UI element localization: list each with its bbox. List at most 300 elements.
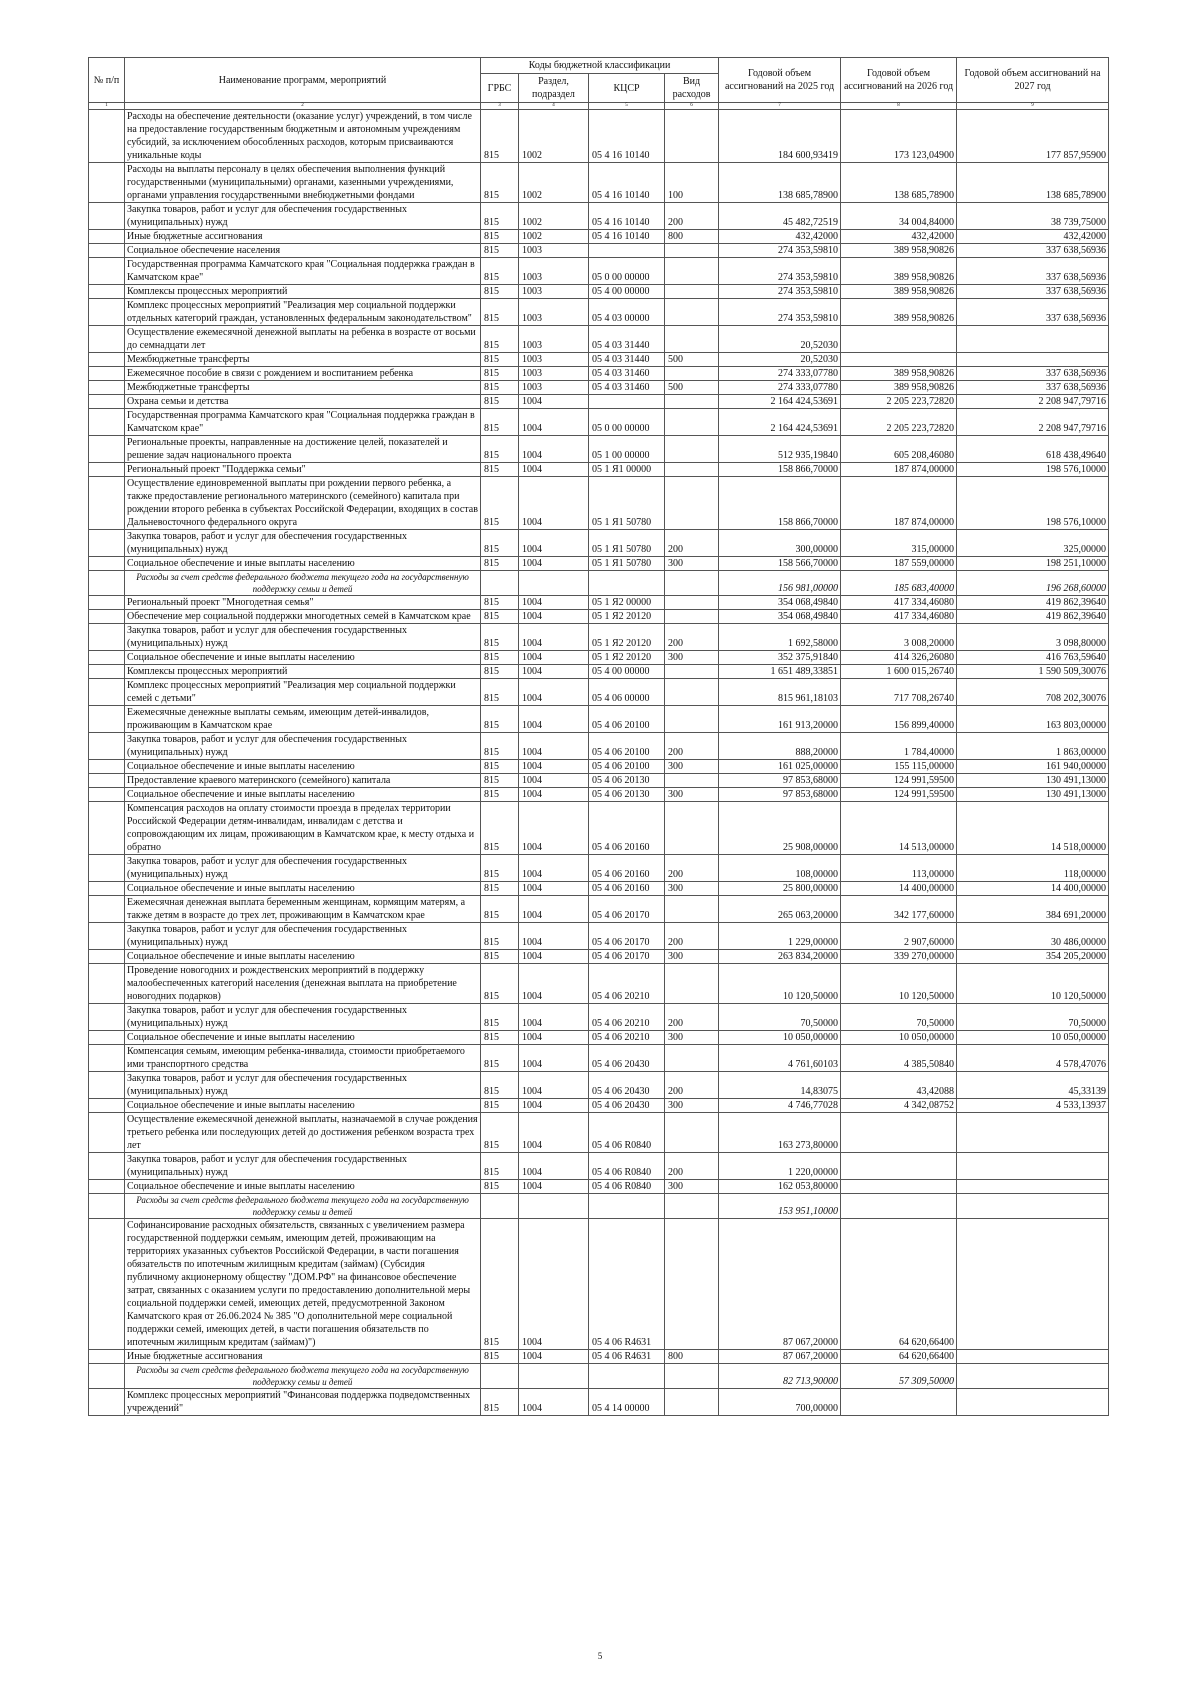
cell-razdel: 1004 (519, 1099, 589, 1113)
cell-2025: 432,42000 (719, 230, 841, 244)
cell-num (89, 964, 125, 1004)
cell-2025: 25 800,00000 (719, 882, 841, 896)
cell-2026: 4 385,50840 (841, 1045, 957, 1072)
cell-2027 (957, 1350, 1109, 1364)
cell-kcsr (589, 244, 665, 258)
cell-kcsr: 05 4 06 20130 (589, 788, 665, 802)
cell-razdel: 1004 (519, 596, 589, 610)
cell-vid: 300 (665, 788, 719, 802)
cell-kcsr: 05 4 06 R0840 (589, 1180, 665, 1194)
cell-kcsr: 05 4 03 31440 (589, 326, 665, 353)
table-row (89, 923, 1109, 950)
cell-2027: 416 763,59640 (957, 651, 1109, 665)
cell-name: Социальное обеспечение и иные выплаты населению (125, 788, 481, 802)
header-vid: Вид расходов (665, 74, 719, 103)
cell-2025: 2 164 424,53691 (719, 395, 841, 409)
cell-grbs: 815 (481, 882, 519, 896)
cell-grbs: 815 (481, 285, 519, 299)
cell-vid (665, 477, 719, 530)
table-row (89, 353, 1109, 367)
cell-razdel: 1004 (519, 760, 589, 774)
cell-grbs: 815 (481, 436, 519, 463)
cell-2026: 14 400,00000 (841, 882, 957, 896)
cell-2025: 163 273,80000 (719, 1113, 841, 1153)
cell-num (89, 244, 125, 258)
cell-grbs: 815 (481, 110, 519, 163)
table-row (89, 774, 1109, 788)
cell-vid (665, 436, 719, 463)
cell-2026: 155 115,00000 (841, 760, 957, 774)
cell-kcsr: 05 4 06 20100 (589, 706, 665, 733)
cell-2025: 274 333,07780 (719, 381, 841, 395)
cell-num (89, 923, 125, 950)
header-grbs: ГРБС (481, 74, 519, 103)
cell-vid: 300 (665, 950, 719, 964)
cell-grbs: 815 (481, 679, 519, 706)
table-row (89, 463, 1109, 477)
header-razdel: Раздел, подраздел (519, 74, 589, 103)
cell-num (89, 1004, 125, 1031)
cell-2027 (957, 326, 1109, 353)
cell-razdel (519, 1194, 589, 1219)
table-row (89, 230, 1109, 244)
cell-kcsr (589, 395, 665, 409)
cell-name: Социальное обеспечение населения (125, 244, 481, 258)
note-row (89, 1364, 1109, 1389)
column-number: 9 (957, 103, 1109, 110)
cell-num (89, 299, 125, 326)
cell-kcsr: 05 4 06 20130 (589, 774, 665, 788)
cell-2027 (957, 1389, 1109, 1416)
cell-num (89, 463, 125, 477)
cell-2026: 389 958,90826 (841, 367, 957, 381)
cell-name: Социальное обеспечение и иные выплаты населению (125, 950, 481, 964)
cell-grbs: 815 (481, 760, 519, 774)
column-number: 6 (665, 103, 719, 110)
cell-2025: 274 353,59810 (719, 285, 841, 299)
cell-vid (665, 367, 719, 381)
cell-2027: 14 400,00000 (957, 882, 1109, 896)
cell-razdel (519, 571, 589, 596)
cell-razdel: 1004 (519, 788, 589, 802)
cell-name: Закупка товаров, работ и услуг для обеспечения государственных (муниципальных) нужд (125, 855, 481, 882)
cell-name: Ежемесячная денежная выплата беременным женщинам, кормящим матерям, а также детям в возрасте до трех лет, проживающим в Камчатском крае (125, 896, 481, 923)
cell-razdel: 1003 (519, 326, 589, 353)
cell-2026: 389 958,90826 (841, 285, 957, 299)
cell-name: Обеспечение мер социальной поддержки многодетных семей в Камчатском крае (125, 610, 481, 624)
cell-kcsr: 05 1 Я2 20120 (589, 651, 665, 665)
cell-kcsr: 05 4 06 20170 (589, 923, 665, 950)
cell-2027: 45,33139 (957, 1072, 1109, 1099)
cell-num (89, 665, 125, 679)
cell-grbs: 815 (481, 557, 519, 571)
cell-2025: 274 353,59810 (719, 258, 841, 285)
cell-grbs: 815 (481, 530, 519, 557)
column-number: 1 (89, 103, 125, 110)
cell-grbs: 815 (481, 950, 519, 964)
cell-razdel: 1004 (519, 882, 589, 896)
cell-razdel: 1003 (519, 285, 589, 299)
cell-2027: 3 098,80000 (957, 624, 1109, 651)
cell-vid: 300 (665, 1180, 719, 1194)
cell-2027: 337 638,56936 (957, 367, 1109, 381)
cell-num (89, 1180, 125, 1194)
cell-razdel: 1003 (519, 244, 589, 258)
cell-2027: 1 590 509,30076 (957, 665, 1109, 679)
cell-num (89, 624, 125, 651)
cell-vid (665, 1364, 719, 1389)
table-row (89, 395, 1109, 409)
cell-2025: 153 951,10000 (719, 1194, 841, 1219)
cell-grbs: 815 (481, 896, 519, 923)
cell-vid (665, 285, 719, 299)
cell-name: Компенсация семьям, имеющим ребенка-инвалида, стоимости приобретаемого ими транспортного средства (125, 1045, 481, 1072)
cell-razdel: 1004 (519, 1072, 589, 1099)
cell-vid: 300 (665, 557, 719, 571)
cell-2027: 325,00000 (957, 530, 1109, 557)
cell-grbs: 815 (481, 477, 519, 530)
cell-2026: 342 177,60000 (841, 896, 957, 923)
cell-2025: 156 981,00000 (719, 571, 841, 596)
cell-2027 (957, 1219, 1109, 1350)
cell-2025: 158 566,70000 (719, 557, 841, 571)
cell-grbs: 815 (481, 651, 519, 665)
cell-2027: 161 940,00000 (957, 760, 1109, 774)
cell-2027: 337 638,56936 (957, 244, 1109, 258)
cell-razdel: 1002 (519, 163, 589, 203)
cell-2025: 97 853,68000 (719, 788, 841, 802)
table-row (89, 203, 1109, 230)
cell-num (89, 1031, 125, 1045)
cell-name: Социальное обеспечение и иные выплаты населению (125, 1180, 481, 1194)
cell-razdel: 1004 (519, 1004, 589, 1031)
cell-kcsr: 05 4 06 00000 (589, 679, 665, 706)
cell-name: Охрана семьи и детства (125, 395, 481, 409)
cell-2025: 888,20000 (719, 733, 841, 760)
cell-name: Межбюджетные трансферты (125, 353, 481, 367)
table-row (89, 326, 1109, 353)
cell-grbs: 815 (481, 1031, 519, 1045)
header-codes-group: Коды бюджетной классификации (481, 58, 719, 74)
cell-razdel: 1004 (519, 896, 589, 923)
cell-2026: 417 334,46080 (841, 610, 957, 624)
cell-2026: 138 685,78900 (841, 163, 957, 203)
cell-razdel: 1004 (519, 463, 589, 477)
cell-name: Государственная программа Камчатского края "Социальная поддержка граждан в Камчатском крае" (125, 409, 481, 436)
cell-num (89, 1350, 125, 1364)
cell-vid (665, 596, 719, 610)
cell-vid: 800 (665, 1350, 719, 1364)
cell-2027: 4 533,13937 (957, 1099, 1109, 1113)
cell-name: Ежемесячные денежные выплаты семьям, имеющим детей-инвалидов, проживающим в Камчатском крае (125, 706, 481, 733)
cell-2025: 10 050,00000 (719, 1031, 841, 1045)
cell-name: Расходы за счет средств федерального бюджета текущего года на государственную поддержку семьи и детей (125, 571, 481, 596)
cell-name: Социальное обеспечение и иные выплаты населению (125, 651, 481, 665)
cell-name: Расходы за счет средств федерального бюджета текущего года на государственную поддержку семьи и детей (125, 1194, 481, 1219)
cell-2025: 815 961,18103 (719, 679, 841, 706)
cell-2025: 87 067,20000 (719, 1219, 841, 1350)
cell-kcsr (589, 1364, 665, 1389)
cell-grbs: 815 (481, 463, 519, 477)
cell-2027: 130 491,13000 (957, 788, 1109, 802)
cell-name: Закупка товаров, работ и услуг для обеспечения государственных (муниципальных) нужд (125, 923, 481, 950)
cell-2026: 187 874,00000 (841, 463, 957, 477)
column-number: 4 (519, 103, 589, 110)
cell-num (89, 1194, 125, 1219)
cell-razdel: 1004 (519, 950, 589, 964)
cell-razdel: 1003 (519, 381, 589, 395)
table-row (89, 1389, 1109, 1416)
cell-vid (665, 463, 719, 477)
cell-kcsr: 05 4 06 20160 (589, 802, 665, 855)
cell-num (89, 571, 125, 596)
cell-vid: 300 (665, 1031, 719, 1045)
cell-2026: 2 205 223,72820 (841, 409, 957, 436)
header-2025: Годовой объем ассигнований на 2025 год (719, 58, 841, 103)
cell-2027: 4 578,47076 (957, 1045, 1109, 1072)
header-num: № п/п (89, 58, 125, 103)
cell-razdel: 1003 (519, 299, 589, 326)
cell-2026: 187 874,00000 (841, 477, 957, 530)
cell-2026: 389 958,90826 (841, 381, 957, 395)
cell-vid: 300 (665, 760, 719, 774)
budget-table-sheet (88, 57, 1108, 1416)
cell-vid: 200 (665, 733, 719, 760)
cell-2025: 354 068,49840 (719, 596, 841, 610)
cell-razdel: 1004 (519, 1113, 589, 1153)
cell-razdel: 1003 (519, 258, 589, 285)
cell-2027: 163 803,00000 (957, 706, 1109, 733)
cell-2025: 184 600,93419 (719, 110, 841, 163)
table-row (89, 706, 1109, 733)
cell-num (89, 788, 125, 802)
header-kcsr: КЦСР (589, 74, 665, 103)
cell-2026: 70,50000 (841, 1004, 957, 1031)
cell-vid (665, 964, 719, 1004)
cell-num (89, 1153, 125, 1180)
cell-num (89, 610, 125, 624)
cell-2027: 70,50000 (957, 1004, 1109, 1031)
cell-kcsr: 05 4 03 31460 (589, 381, 665, 395)
table-row (89, 299, 1109, 326)
cell-num (89, 855, 125, 882)
cell-vid: 300 (665, 882, 719, 896)
cell-kcsr: 05 1 Я2 00000 (589, 596, 665, 610)
cell-2027: 708 202,30076 (957, 679, 1109, 706)
note-row (89, 571, 1109, 596)
cell-2026: 315,00000 (841, 530, 957, 557)
cell-razdel: 1004 (519, 802, 589, 855)
cell-name: Закупка товаров, работ и услуг для обеспечения государственных (муниципальных) нужд (125, 530, 481, 557)
cell-grbs: 815 (481, 774, 519, 788)
cell-2025: 274 353,59810 (719, 299, 841, 326)
cell-2025: 4 761,60103 (719, 1045, 841, 1072)
cell-kcsr: 05 1 Я2 20120 (589, 610, 665, 624)
cell-grbs: 815 (481, 353, 519, 367)
cell-2026: 124 991,59500 (841, 774, 957, 788)
cell-num (89, 679, 125, 706)
cell-razdel: 1003 (519, 353, 589, 367)
cell-kcsr: 05 1 Я1 50780 (589, 477, 665, 530)
cell-num (89, 596, 125, 610)
cell-grbs: 815 (481, 964, 519, 1004)
cell-razdel: 1004 (519, 733, 589, 760)
cell-vid (665, 1219, 719, 1350)
cell-2026: 389 958,90826 (841, 258, 957, 285)
cell-num (89, 163, 125, 203)
cell-num (89, 651, 125, 665)
cell-num (89, 1389, 125, 1416)
cell-razdel: 1004 (519, 395, 589, 409)
cell-2026: 417 334,46080 (841, 596, 957, 610)
cell-vid: 200 (665, 1153, 719, 1180)
cell-grbs: 815 (481, 1045, 519, 1072)
cell-2026: 10 120,50000 (841, 964, 957, 1004)
cell-vid (665, 299, 719, 326)
cell-razdel: 1004 (519, 409, 589, 436)
cell-vid: 200 (665, 1072, 719, 1099)
cell-2025: 82 713,90000 (719, 1364, 841, 1389)
table-row (89, 1350, 1109, 1364)
cell-razdel: 1004 (519, 1180, 589, 1194)
table-row (89, 610, 1109, 624)
cell-2027: 354 205,20000 (957, 950, 1109, 964)
cell-2025: 20,52030 (719, 326, 841, 353)
cell-vid (665, 774, 719, 788)
cell-2026: 2 907,60000 (841, 923, 957, 950)
table-row (89, 436, 1109, 463)
table-row (89, 1153, 1109, 1180)
cell-2025: 274 353,59810 (719, 244, 841, 258)
cell-num (89, 774, 125, 788)
cell-num (89, 477, 125, 530)
cell-name: Региональные проекты, направленные на достижение целей, показателей и решение задач национального проекта (125, 436, 481, 463)
cell-name: Социальное обеспечение и иные выплаты населению (125, 1099, 481, 1113)
table-row (89, 1180, 1109, 1194)
page-number: 5 (597, 1651, 603, 1661)
table-row (89, 163, 1109, 203)
cell-2025: 1 651 489,33851 (719, 665, 841, 679)
cell-2027: 198 251,10000 (957, 557, 1109, 571)
cell-num (89, 353, 125, 367)
cell-2025: 158 866,70000 (719, 463, 841, 477)
cell-2027: 38 739,75000 (957, 203, 1109, 230)
cell-2027: 196 268,60000 (957, 571, 1109, 596)
cell-2026 (841, 1389, 957, 1416)
cell-num (89, 285, 125, 299)
cell-2026: 10 050,00000 (841, 1031, 957, 1045)
cell-grbs: 815 (481, 1004, 519, 1031)
cell-vid: 200 (665, 1004, 719, 1031)
cell-2027: 419 862,39640 (957, 596, 1109, 610)
cell-2026: 64 620,66400 (841, 1350, 957, 1364)
cell-num (89, 326, 125, 353)
table-row (89, 110, 1109, 163)
cell-num (89, 436, 125, 463)
cell-grbs: 815 (481, 244, 519, 258)
column-number: 3 (481, 103, 519, 110)
cell-num (89, 258, 125, 285)
table-row (89, 1219, 1109, 1350)
cell-razdel: 1004 (519, 706, 589, 733)
cell-num (89, 110, 125, 163)
cell-num (89, 1099, 125, 1113)
cell-kcsr: 05 4 06 20430 (589, 1072, 665, 1099)
cell-razdel: 1004 (519, 1153, 589, 1180)
cell-2027: 10 120,50000 (957, 964, 1109, 1004)
cell-grbs: 815 (481, 923, 519, 950)
column-number: 5 (589, 103, 665, 110)
cell-vid (665, 1194, 719, 1219)
cell-grbs: 815 (481, 395, 519, 409)
cell-razdel: 1002 (519, 110, 589, 163)
cell-2025: 700,00000 (719, 1389, 841, 1416)
cell-2027: 337 638,56936 (957, 299, 1109, 326)
cell-name: Закупка товаров, работ и услуг для обеспечения государственных (муниципальных) нужд (125, 203, 481, 230)
cell-razdel: 1004 (519, 477, 589, 530)
cell-razdel: 1004 (519, 557, 589, 571)
cell-grbs: 815 (481, 258, 519, 285)
cell-num (89, 395, 125, 409)
cell-razdel: 1004 (519, 624, 589, 651)
cell-grbs: 815 (481, 1099, 519, 1113)
cell-kcsr: 05 4 06 20210 (589, 964, 665, 1004)
cell-name: Социальное обеспечение и иные выплаты населению (125, 1031, 481, 1045)
cell-2027: 419 862,39640 (957, 610, 1109, 624)
cell-name: Межбюджетные трансферты (125, 381, 481, 395)
cell-name: Региональный проект "Многодетная семья" (125, 596, 481, 610)
cell-2027: 30 486,00000 (957, 923, 1109, 950)
cell-2027: 198 576,10000 (957, 477, 1109, 530)
cell-2026: 605 208,46080 (841, 436, 957, 463)
budget-table (88, 57, 1109, 1416)
table-row (89, 665, 1109, 679)
cell-2026 (841, 1113, 957, 1153)
cell-name: Расходы на выплаты персоналу в целях обеспечения выполнения функций государственными (муниципальными) органами, казенными учреждениями, органами управления государственными внебюджетными фондами (125, 163, 481, 203)
cell-2027: 337 638,56936 (957, 285, 1109, 299)
cell-name: Осуществление единовременной выплаты при рождении первого ребенка, а также предоставление регионального материнского (семейного) капитала при рождении второго ребенка в субъектах Российской Федерации, входящих в состав Дальневосточного федерального округа (125, 477, 481, 530)
table-row (89, 557, 1109, 571)
table-body (89, 110, 1109, 1416)
cell-2026: 14 513,00000 (841, 802, 957, 855)
table-row (89, 258, 1109, 285)
cell-grbs: 815 (481, 1113, 519, 1153)
cell-vid (665, 802, 719, 855)
cell-grbs: 815 (481, 381, 519, 395)
cell-2026: 156 899,40000 (841, 706, 957, 733)
cell-name: Государственная программа Камчатского края "Социальная поддержка граждан в Камчатском крае" (125, 258, 481, 285)
table-row (89, 882, 1109, 896)
cell-2026: 414 326,26080 (841, 651, 957, 665)
cell-name: Закупка товаров, работ и услуг для обеспечения государственных (муниципальных) нужд (125, 1072, 481, 1099)
cell-name: Закупка товаров, работ и услуг для обеспечения государственных (муниципальных) нужд (125, 1004, 481, 1031)
table-header (89, 58, 1109, 110)
cell-name: Комплексы процессных мероприятий (125, 285, 481, 299)
cell-name: Региональный проект "Поддержка семьи" (125, 463, 481, 477)
table-row (89, 1031, 1109, 1045)
cell-grbs: 815 (481, 596, 519, 610)
cell-2026: 389 958,90826 (841, 244, 957, 258)
cell-vid: 300 (665, 1099, 719, 1113)
cell-vid (665, 110, 719, 163)
column-number: 8 (841, 103, 957, 110)
table-row (89, 409, 1109, 436)
table-row (89, 760, 1109, 774)
cell-name: Расходы на обеспечение деятельности (оказание услуг) учреждений, в том числе на предоставление государственным бюджетным и автономным учреждениям субсидий, за исключением обособленных расходов, которым присваиваются уникальные коды (125, 110, 481, 163)
cell-kcsr: 05 4 06 20100 (589, 733, 665, 760)
note-row (89, 1194, 1109, 1219)
cell-kcsr: 05 0 00 00000 (589, 409, 665, 436)
